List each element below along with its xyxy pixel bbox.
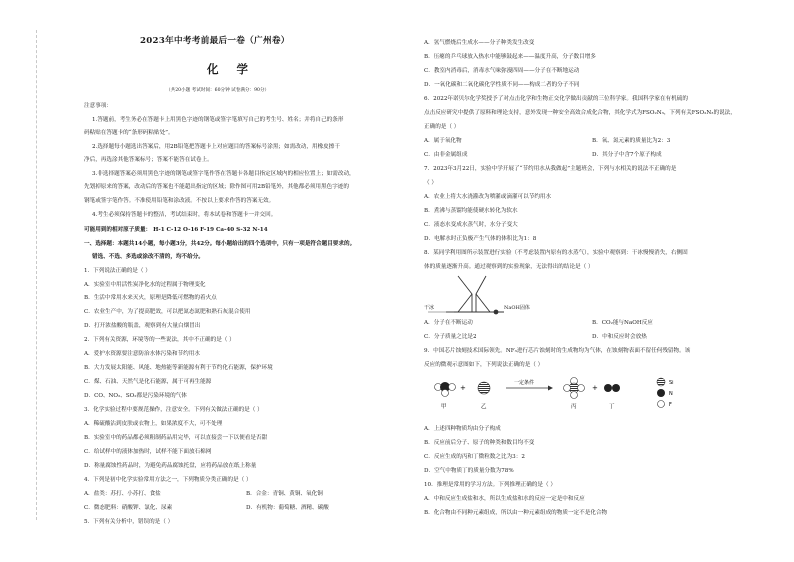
exam-meta: （共20小题 考试时间：60分钟 试卷满分：90分） xyxy=(166,88,270,93)
q8-right-label: NaOH固体 xyxy=(504,305,530,311)
q1-stem: 1．下列说法正确的是（ ） xyxy=(84,268,151,274)
q10-option-b: B．化合物由不同种元素组成，所以由一种元素组成的物质一定不是化合物 xyxy=(424,510,608,516)
q3-option-d: D．称量腐蚀性药品时，为避免药品腐蚀托盘，应将药品放在纸上称量 xyxy=(84,463,257,469)
q10-option-a: A．中和反应生成盐和水，所以生成盐和水的反应一定是中和反应 xyxy=(424,496,585,502)
q8-option-c: C．分子质量之比是2 xyxy=(424,334,477,340)
q9-option-d: D．空气中物质丁的质量分数为78% xyxy=(424,468,514,474)
note-line: 净后，再选涂其他答案标号；答案不能答在试卷上。 xyxy=(84,157,213,163)
q2-stem: 2．下列有关资源，环境等的一些说法，其中不正确的是（ ） xyxy=(84,337,235,343)
label-ding: 丁 xyxy=(609,404,615,410)
molecule-yi xyxy=(478,382,490,394)
q7-stem-cont: （ ） xyxy=(424,180,437,186)
q9-option-b: B．反应前后分子、原子的种类和数目均不变 xyxy=(424,440,535,446)
q8-option-a: A．分子在不断运动 xyxy=(424,320,473,326)
q9-stem-cont: 反应的微观示意图如下，下列说法正确的是（ ） xyxy=(424,362,544,368)
note-line: 2.选择题每小题选出答案后，用2B铅笔把答题卡上对应题目的答案标号涂黑；如需改动，用橡皮擦干 xyxy=(92,144,340,150)
notes-heading: 注意事项： xyxy=(84,103,112,109)
q8-left-label: 干冰 xyxy=(424,305,435,311)
q1-option-c: C．农业生产中，为了提高肥效，可以把氮态氮肥和熟石灰混合使用 xyxy=(84,309,251,315)
q2-option-c: C．煤、石油、天然气是化石能源，属于可再生能源 xyxy=(84,379,212,385)
atom-legend xyxy=(657,378,674,408)
legend-n-label: N xyxy=(669,391,673,397)
q5-option-b: B．压瘪的乒乓球放入热水中能够鼓起来——温度升高，分子数目增多 xyxy=(424,54,596,60)
q3-option-c: C．给试样中的液体加热时，试样不能下面放石棉网 xyxy=(84,449,212,455)
q5-option-c: C．教室内消毒后，消毒水气味弥漫四周——分子在不断地运动 xyxy=(424,68,580,74)
q1-option-b: B．生活中常用水来灭火，原理是降低可燃物的着火点 xyxy=(84,295,217,301)
q8-stem: 8．某同学利用图所示装置进行实验（不考虑装置内原有的水蒸气），实验中观察到：干冰慢慢消失，右侧固 xyxy=(424,250,688,256)
q8-option-d: D．中和反应时会放热 xyxy=(592,334,647,340)
plus-sign: + xyxy=(460,384,466,392)
section1-heading: 一、选择题：本题共14小题，每小题3分，共42分。每小题给出的四个选项中，只有一项是符合题目要求的。 xyxy=(84,241,356,247)
plus-sign: + xyxy=(592,384,598,392)
binding-line xyxy=(36,30,47,520)
legend-si-atom xyxy=(657,378,665,386)
legend-si-label: Si xyxy=(669,380,674,386)
y-tube-branches xyxy=(458,294,490,312)
q6-option-d: D．其分子中含7个原子构成 xyxy=(592,152,662,158)
q5-option-a: A．氢气燃烧后生成水——分子种类发生改变 xyxy=(424,40,535,46)
q6-stem-end: 正确的是（ ） xyxy=(424,124,460,130)
q6-stem: 6．2022年诺贝尔化学奖授予了对点击化学和生物正交化学做出贡献的三位科学家。我国科学家在有机硫的 xyxy=(424,96,688,102)
reaction-condition: 一定条件 xyxy=(514,380,535,386)
q8-apparatus-figure xyxy=(424,272,554,322)
legend-f-atom xyxy=(658,401,665,408)
molecule-bing xyxy=(564,378,585,399)
q9-reaction-diagram xyxy=(424,374,754,418)
q8-stem-cont: 体的质量逐渐升高。通过观察到的实验现象，无法得出的结论是（ ） xyxy=(424,264,594,270)
note-line: 码粘贴在答题卡的“条形码粘贴处”。 xyxy=(84,130,174,136)
q2-option-b: B．大力发展太阳能、风能、地热能等新能源有利于节约化石能源，保护环境 xyxy=(84,365,273,371)
q7-option-b: B．煮沸与蒸馏均能使硬水转化为软水 xyxy=(424,208,518,214)
q2-option-d: D．CO、NO₂、SO₂都是污染环境的气体 xyxy=(84,393,187,399)
q3-stem: 3．化学实验过程中要规范操作，注意安全。下列有关做法正确的是（ ） xyxy=(84,407,263,413)
q4-option-d: D．有机物：葡萄糖、酒精、碳酸 xyxy=(246,505,329,511)
arrow-head xyxy=(548,386,553,391)
q4-option-a: A．盐类：苏打、小苏打、食盐 xyxy=(84,491,161,497)
q6-option-a: A．属于氧化物 xyxy=(424,138,462,144)
q7-option-d: D．电解水时正负极产生气体的体积比为1：8 xyxy=(424,236,537,242)
q6-stem-cont: 点击反应研究中提供了原料和理论支持，意外发现一种安全高效合成化合物，其化学式为FSO₂N₃，下列有关FSO₂N₃的说法， xyxy=(424,110,736,116)
note-line: 4.考生必须保持答题卡的整洁，考试结束时，将本试卷和答题卡一并交回。 xyxy=(92,212,277,218)
atomic-mass-heading: 可能用到的相对原子质量： xyxy=(84,227,152,233)
q7-stem: 7．2023年3月22日，实验中学开展了“节约用水从我做起”主题班会，下列与水相关的说法不正确的是 xyxy=(424,166,677,172)
naoh-solid xyxy=(494,310,499,315)
atomic-mass-label xyxy=(84,228,268,234)
q4-stem: 4．下列是初中化学实验常用方法之一，下列物质分类正确的是（ ） xyxy=(84,477,252,483)
q6-option-b: B．氧、氮元素的质量比为2：3 xyxy=(592,138,671,144)
exam-title: 2023年中考考前最后一卷（广州卷） xyxy=(140,36,290,46)
q1-option-d: D．打开浓盐酸的瓶盖，观察到有大量白烟冒出 xyxy=(84,323,201,329)
note-line: 钢笔或签字笔作答。不准使用铅笔和涂改液。不按以上要求作答的答案无效。 xyxy=(84,198,275,204)
q3-option-a: A．稀硫酸沾到皮肤或衣物上，如果浓度不大，可不处理 xyxy=(84,421,223,427)
label-yi: 乙 xyxy=(481,404,487,410)
q10-stem: 10．推理是常用的学习方法。下列推理正确的是（ ） xyxy=(424,482,556,488)
atomic-mass-values: H-1 C-12 O-16 F-19 Ca-40 S-32 N-14 xyxy=(153,227,268,233)
q9-option-a: A．上述四种物质均由分子构成 xyxy=(424,426,501,432)
legend-f-label: F xyxy=(669,402,672,408)
q8-option-b: B．CO₂能与NaOH反应 xyxy=(592,320,653,326)
label-bing: 丙 xyxy=(571,404,577,410)
q4-option-b: B．合金：青铜、黄铜、氧化铜 xyxy=(246,491,323,497)
q4-option-c: C．微态肥料：硝酸钾、氯化、尿素 xyxy=(84,505,173,511)
q1-option-a: A．实验室中用活性炭净化水的过程属于物理变化 xyxy=(84,282,206,288)
q9-option-c: C．反应生成的丙和丁微粒数之比为3：2 xyxy=(424,454,525,460)
q5-stem: 5．下列有关分析中，错误的是（ ） xyxy=(84,519,174,525)
q9-stem: 9．中国芯片蚀刻技术国际领先。NF₃进行芯片蚀刻时的生成物均为气体，在蚀刻物表面不留任何残留物。该 xyxy=(424,348,691,354)
q5-option-d: D．一氧化碳和二氧化碳化学性质不同——构成二者的分子不同 xyxy=(424,82,580,88)
note-line: 先划掉原来的答案，改动后的答案也不能超出指定的区域；除作图可用2B铅笔外，其他都必须用黑色字迹的 xyxy=(84,184,349,190)
q7-option-c: C．液态水变成水蒸气时，水分子变大 xyxy=(424,222,518,228)
note-line: 1.答题前，考生务必在答题卡上用黑色字迹的钢笔或签字笔填写自己的考生号、姓名；并将自己的条形 xyxy=(92,117,344,123)
q7-option-a: A．农业上将大水浇灌改为喷灌或滴灌可以节约用水 xyxy=(424,194,552,200)
legend-n-atom xyxy=(657,389,665,397)
section1-heading-cont: 错选、不选、多选或涂改不清的，均不给分。 xyxy=(92,254,204,260)
q3-option-b: B．实验室中的药品都必须粗制药品用完毕，可以直接尝一下以便看是否甜 xyxy=(84,435,268,441)
subject-title: 化学 xyxy=(207,62,266,76)
q2-option-a: A．爱护水资源要注意防治水体污染和节约用水 xyxy=(84,351,200,357)
label-jia: 甲 xyxy=(441,404,447,410)
q6-option-c: C．由非金属组成 xyxy=(424,152,468,158)
note-line: 3.非选择题答案必须用黑色字迹的钢笔或签字笔作答在答题卡各题目指定区域内的相应位置上；如需改动， xyxy=(92,171,355,177)
molecule-jia xyxy=(435,382,456,397)
molecule-ding xyxy=(604,384,620,392)
